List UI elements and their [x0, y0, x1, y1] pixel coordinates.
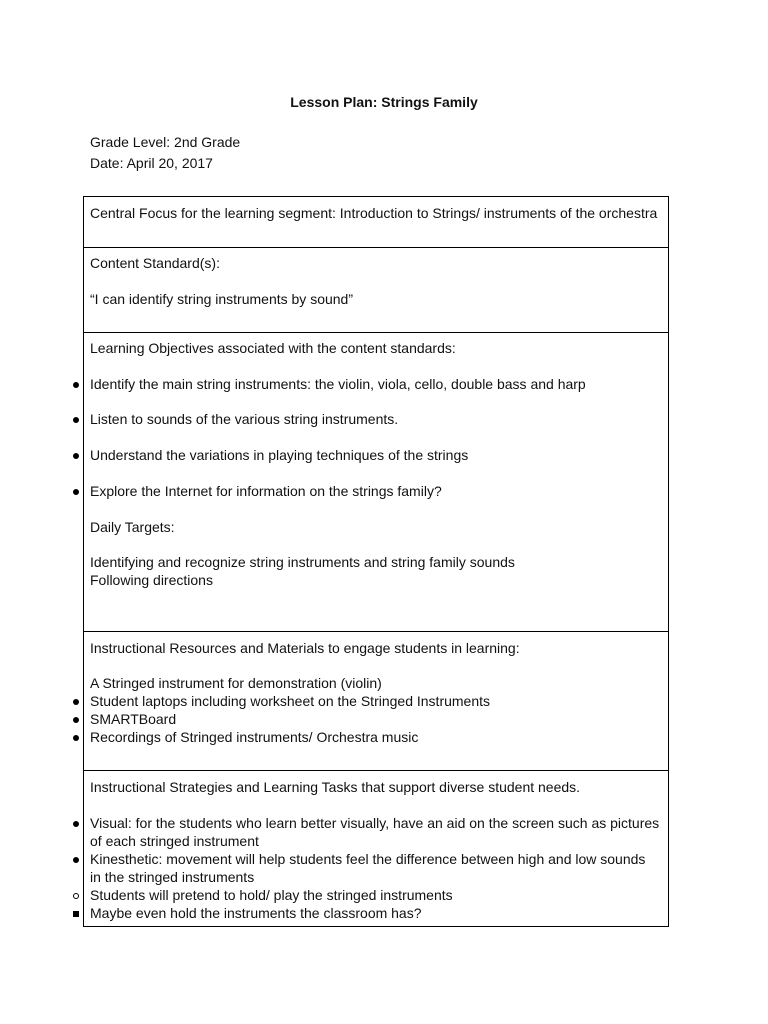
hollow-bullet-icon — [70, 886, 82, 904]
resources-intro: A Stringed instrument for demonstration (violin) — [90, 675, 382, 691]
content-standard-quote: “I can identify string instruments by sound” — [90, 291, 354, 307]
objective-item: Explore the Internet for information on the strings family? — [90, 482, 660, 500]
central-focus-text: Central Focus for the learning segment: Introduction to Strings/ instruments of the orchestra — [90, 205, 658, 221]
central-focus-cell — [84, 197, 668, 247]
daily-target-item: Following directions — [90, 572, 213, 588]
strategy-item: Visual: for the students who learn better visually, have an aid on the screen such as pictures of each stringed instrument — [90, 814, 660, 850]
learning-objectives-heading: Learning Objectives associated with the content standards: — [90, 340, 456, 356]
objective-item: Listen to sounds of the various string instruments. — [90, 410, 660, 428]
bullet-icon — [70, 375, 82, 393]
square-bullet-icon — [70, 904, 82, 922]
bullet-icon — [70, 446, 82, 464]
document-title: Lesson Plan: Strings Family — [290, 94, 478, 110]
lesson-plan-table — [83, 196, 669, 927]
grade-level: Grade Level: 2nd Grade — [90, 134, 241, 150]
lesson-date: Date: April 20, 2017 — [90, 155, 213, 171]
bullet-icon — [70, 728, 82, 746]
strategy-item: Kinesthetic: movement will help students feel the difference between high and low sounds in the stringed instruments — [90, 850, 660, 886]
content-standards-cell — [84, 247, 668, 332]
resource-item: SMARTBoard — [90, 710, 660, 728]
learning-objectives-cell — [84, 332, 668, 631]
bullet-icon — [70, 482, 82, 500]
bullet-icon — [70, 814, 82, 832]
resources-heading: Instructional Resources and Materials to engage students in learning: — [90, 640, 520, 656]
strategy-subsubitem: Maybe even hold the instruments the classroom has? — [90, 904, 660, 922]
strategies-cell — [84, 770, 668, 926]
daily-targets-heading: Daily Targets: — [90, 519, 175, 535]
content-standards-heading: Content Standard(s): — [90, 255, 220, 271]
daily-target-item: Identifying and recognize string instruments and string family sounds — [90, 554, 515, 570]
bullet-icon — [70, 410, 82, 428]
bullet-icon — [70, 850, 82, 868]
bullet-icon — [70, 710, 82, 728]
strategy-subitem: Students will pretend to hold/ play the stringed instruments — [90, 886, 660, 904]
objective-item: Understand the variations in playing techniques of the strings — [90, 446, 660, 464]
bullet-icon — [70, 692, 82, 710]
strategies-heading: Instructional Strategies and Learning Tasks that support diverse student needs. — [90, 779, 581, 795]
resource-item: Recordings of Stringed instruments/ Orchestra music — [90, 728, 660, 746]
resource-item: Student laptops including worksheet on the Stringed Instruments — [90, 692, 660, 710]
objective-item: Identify the main string instruments: the violin, viola, cello, double bass and harp — [90, 375, 660, 393]
resources-cell — [84, 631, 668, 770]
